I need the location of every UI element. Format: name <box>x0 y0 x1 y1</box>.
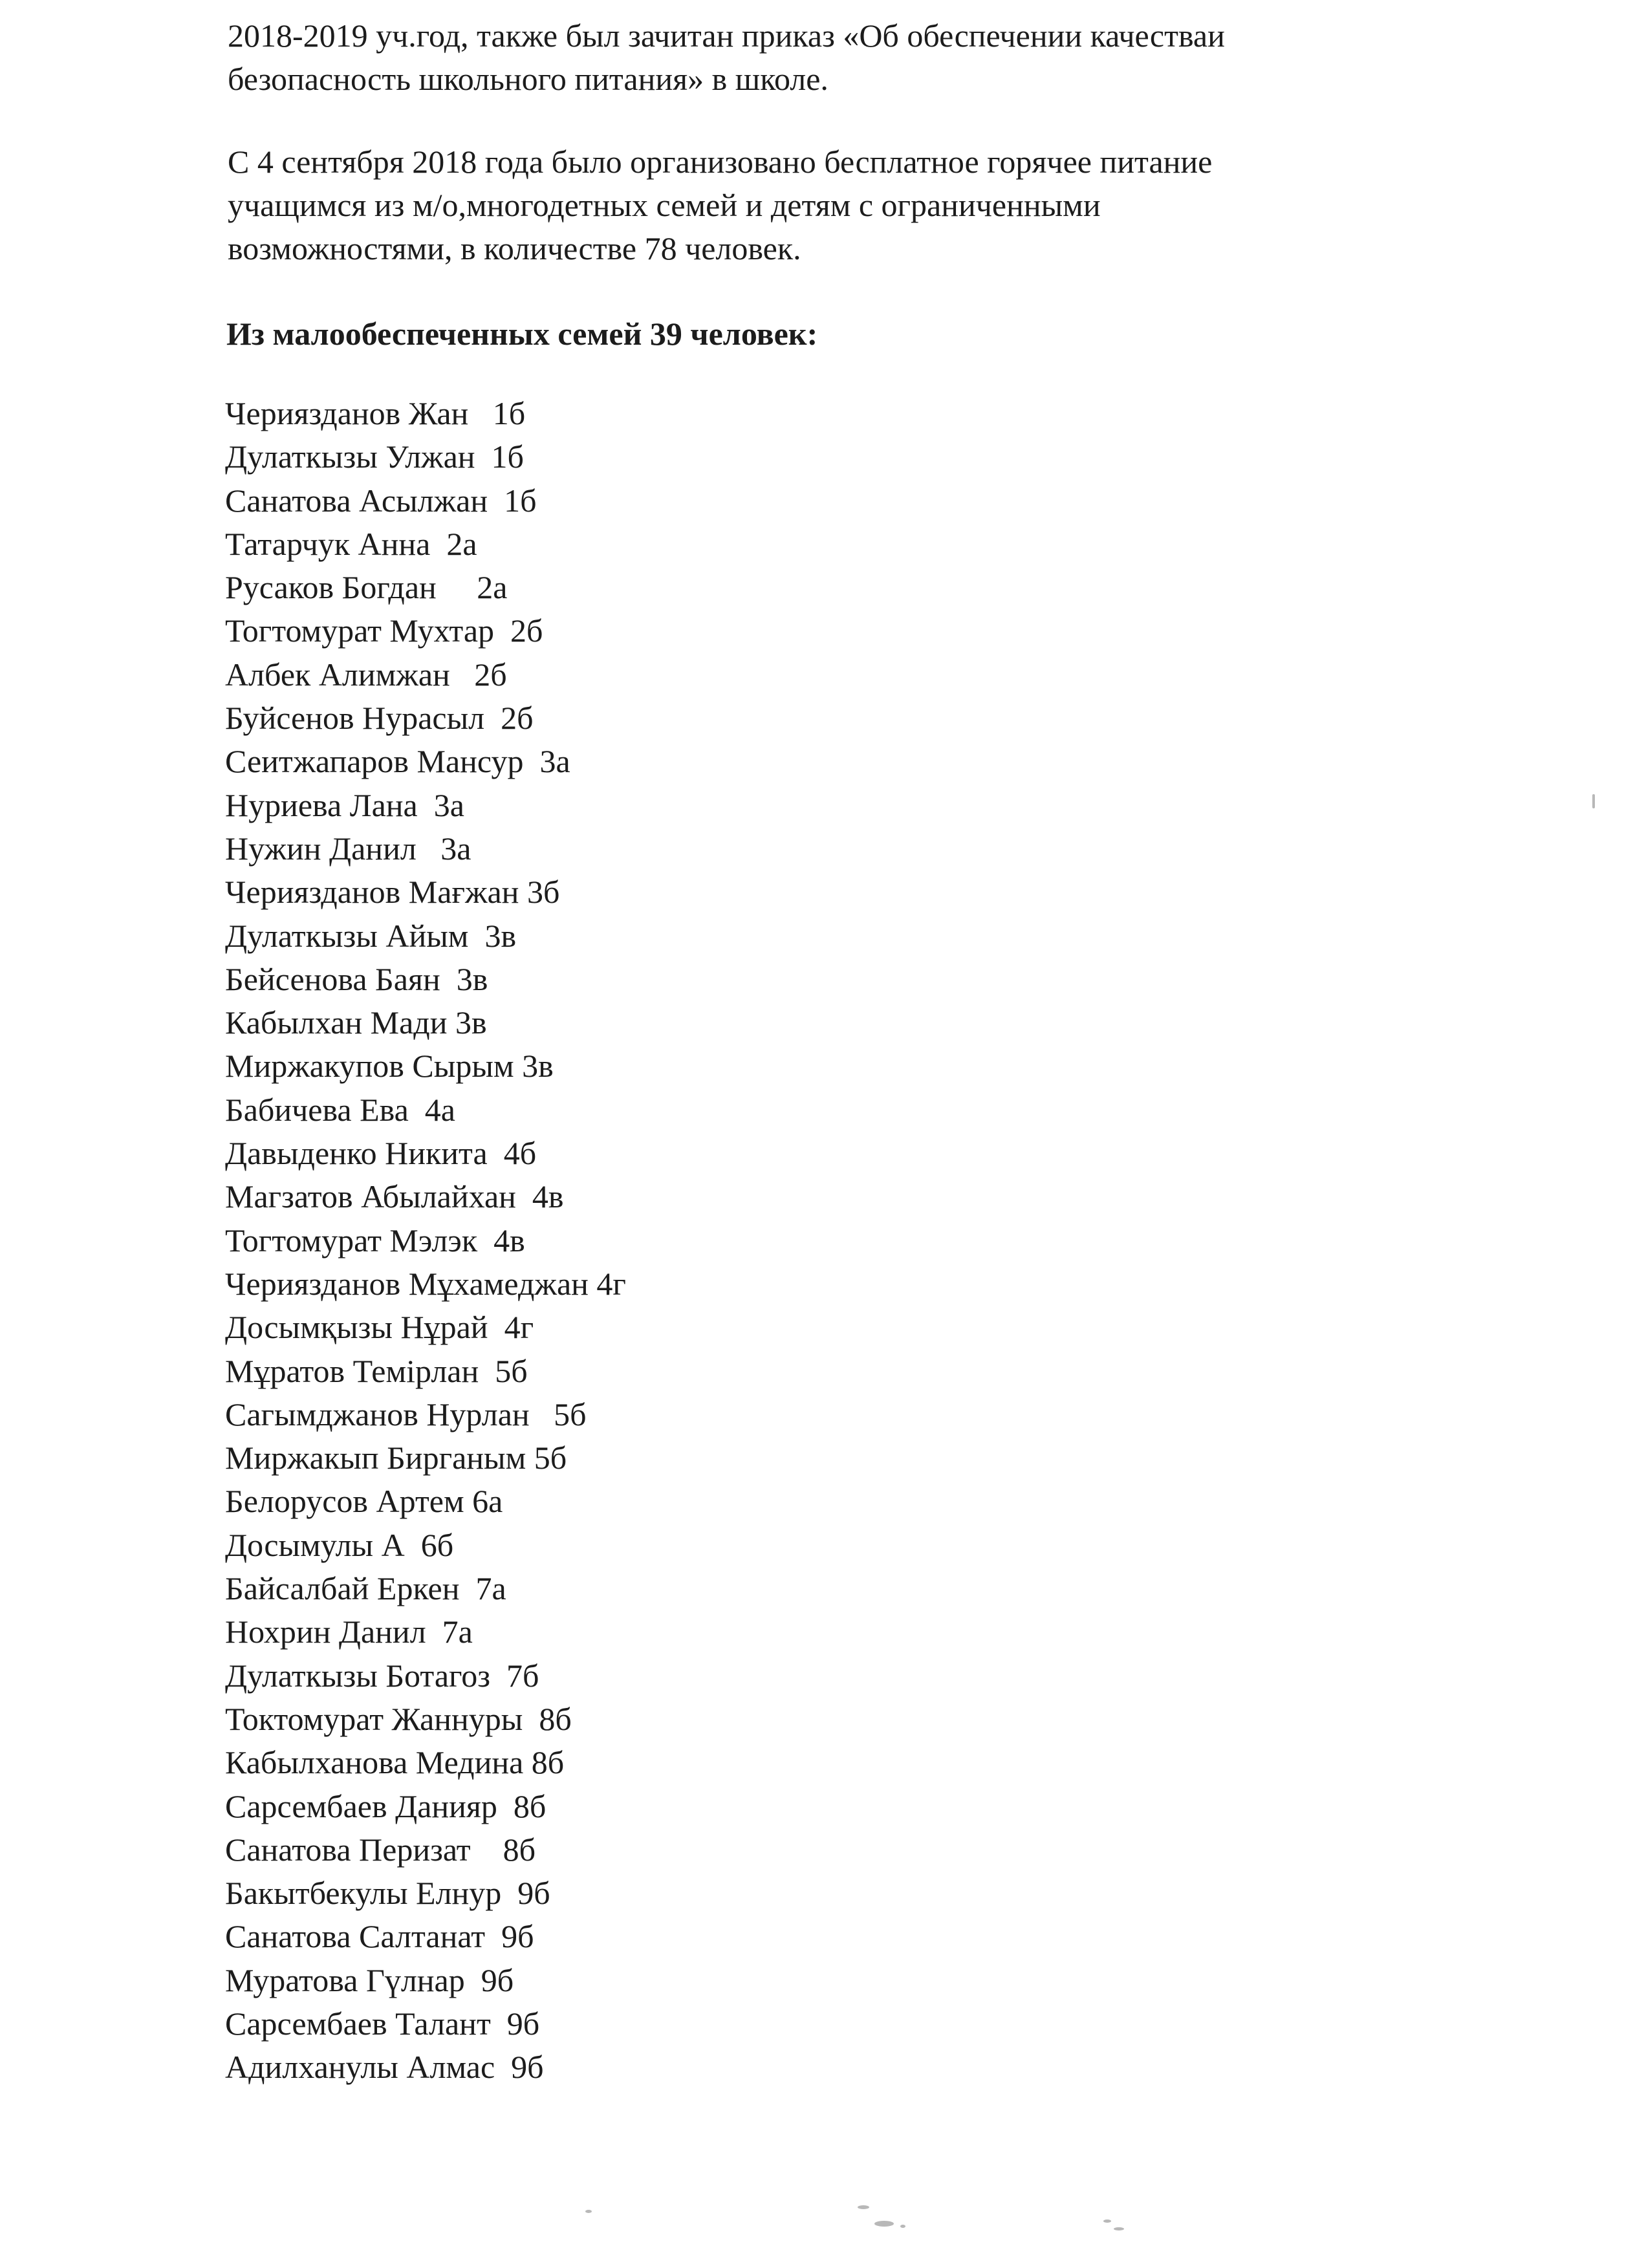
meal-paragraph <box>228 140 1456 270</box>
student-list-item: Миржакупов Сырым 3в <box>225 1048 554 1085</box>
scan-speck <box>1592 794 1595 808</box>
student-list-item: Бейсенова Баян 3в <box>225 960 488 997</box>
student-list-item: Токтомурат Жаннуры 8б <box>225 1700 572 1737</box>
student-list-item: Нохрин Данил 7а <box>225 1614 473 1650</box>
student-list-item: Давыденко Никита 4б <box>225 1135 537 1172</box>
student-list-item: Магзатов Абылайхан 4в <box>225 1178 564 1215</box>
scan-speck <box>585 2210 592 2213</box>
student-list-item: Русаков Богдан 2а <box>225 569 508 606</box>
text-line: учащимся из м/о,многодетных семей и детям с ограниченными <box>228 187 1101 223</box>
scan-speck <box>900 2225 905 2228</box>
student-list-item: Сарсембаев Талант 9б <box>225 2005 540 2042</box>
student-list-item: Бабичева Ева 4а <box>225 1091 455 1128</box>
scan-speck <box>1103 2219 1111 2223</box>
student-list-item: Дулаткызы Айым 3в <box>225 917 517 954</box>
student-list-item: Досымулы А 6б <box>225 1526 454 1563</box>
student-list-item: Чериязданов Жан 1б <box>225 395 526 431</box>
student-list-item: Досымқызы Нұрай 4г <box>225 1309 534 1346</box>
student-list-item: Албек Алимжан 2б <box>225 656 507 693</box>
student-list-item: Тогтомурат Мухтар 2б <box>225 612 543 649</box>
student-list <box>225 392 626 2090</box>
student-list-item: Мұратов Темірлан 5б <box>225 1352 528 1389</box>
student-list-item: Буйсенов Нурасыл 2б <box>225 700 534 737</box>
text-line: возможностями, в количестве 78 человек. <box>228 230 801 266</box>
student-list-item: Миржакып Бирганым 5б <box>225 1440 567 1476</box>
student-list-item: Нуриева Лана 3а <box>225 786 464 823</box>
student-list-item: Дулаткызы Улжан 1б <box>225 438 524 475</box>
student-list-item: Чериязданов Мағжан 3б <box>225 874 560 911</box>
student-list-item: Санатова Салтанат 9б <box>225 1918 534 1955</box>
intro-paragraph <box>228 14 1456 101</box>
student-list-item: Бакытбекулы Елнур 9б <box>225 1875 550 1912</box>
list-heading: Из малообеспеченных семей 39 человек: <box>226 316 818 352</box>
student-list-item: Санатова Перизат 8б <box>225 1831 536 1868</box>
student-list-item: Тогтомурат Мэлэк 4в <box>225 1222 525 1258</box>
student-list-item: Сеитжапаров Мансур 3а <box>225 743 570 780</box>
student-list-item: Татарчук Анна 2а <box>225 525 477 562</box>
student-list-item: Байсалбай Еркен 7а <box>225 1570 506 1607</box>
text-line: С 4 сентября 2018 года было организовано бесплатное горячее питание <box>228 144 1213 180</box>
student-list-item: Дулаткызы Ботагоз 7б <box>225 1657 539 1694</box>
student-list-item: Кабылханова Медина 8б <box>225 1744 565 1781</box>
scan-speck <box>1114 2227 1124 2230</box>
student-list-item: Санатова Асылжан 1б <box>225 482 537 519</box>
student-list-item: Чериязданов Мұхамеджан 4г <box>225 1265 626 1302</box>
student-list-item: Сагымджанов Нурлан 5б <box>225 1396 587 1432</box>
text-line: безопасность школьного питания» в школе. <box>228 61 828 97</box>
text-line: 2018-2019 уч.год, также был зачитан приказ «Об обеспечении качестваи <box>228 17 1225 54</box>
scan-speck <box>874 2221 894 2227</box>
student-list-item: Муратова Гүлнар 9б <box>225 1961 514 1998</box>
student-list-item: Нужин Данил 3а <box>225 830 471 867</box>
student-list-item: Сарсембаев Данияр 8б <box>225 1787 547 1824</box>
student-list-item: Адилханулы Алмас 9б <box>225 2049 544 2086</box>
student-list-item: Белорусов Артем 6а <box>225 1483 503 1520</box>
scan-speck <box>858 2205 869 2209</box>
student-list-item: Кабылхан Мади 3в <box>225 1004 487 1041</box>
